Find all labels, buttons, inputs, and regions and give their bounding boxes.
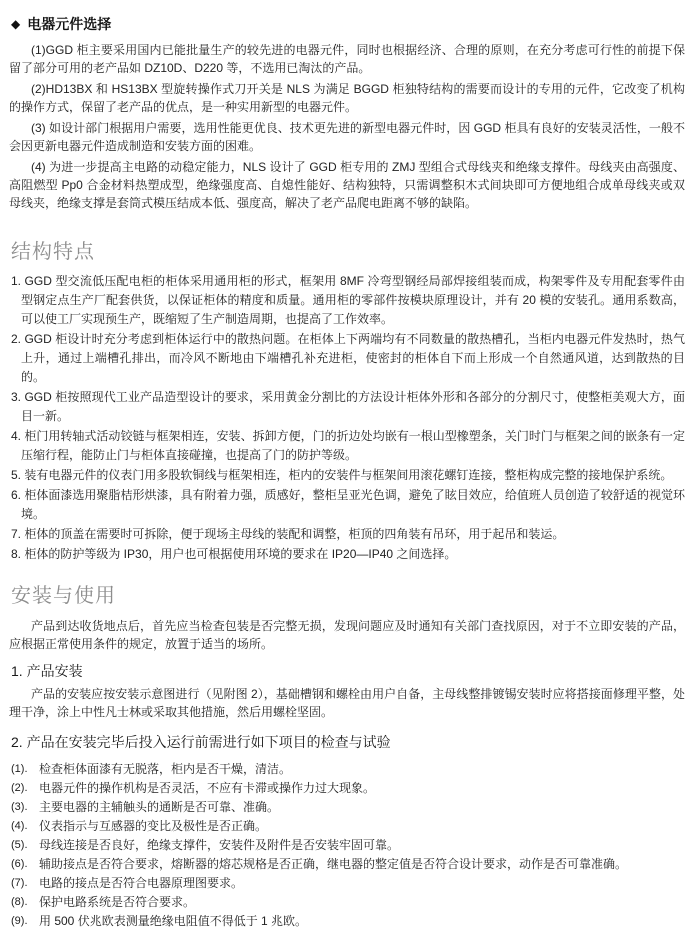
checklist-number: (7). (11, 877, 28, 889)
checklist-item (11, 855, 685, 874)
paragraph: (4) 为进一步提高主电路的动稳定能力，NLS 设计了 GGD 柜专用的 ZMJ 型组合式母线夹和绝缘支撑件。母线夹由高强度、高阻燃型 Pp0 合金材料热塑成型，绝缘强度高、自熄性能好、结构独特，只需调整积木式间块即可方便地组合成单母线夹或双母线夹，绝缘支撑是套筒式模压结成本低、强度高，解决了老产品爬电距离不够的缺陷。 (9, 160, 685, 210)
checklist-text: 检查柜体面漆有无脱落，柜内是否干燥，清洁。 (39, 762, 292, 776)
checklist-text: 仪表指示与互感器的变比及极性是否正确。 (39, 819, 268, 833)
paragraph: (2)HD13BX 和 HS13BX 型旋转操作式刀开关是 NLS 为满足 BGGD 柜独特结构的需要而设计的专用的元件，它改变了机构的操作方式，保留了老产品的优点，是一种实用新型的电器元件。 (9, 82, 685, 114)
subheading-checks-before-operation: 2. 产品在安装完毕后投入运行前需进行如下项目的检查与试验 (11, 734, 391, 750)
checklist-item (11, 817, 685, 836)
diamond-bullet-icon: ◆ (11, 17, 21, 31)
checklist-text: 电器元件的操作机构是否灵活，不应有卡滞或操作力过大现象。 (39, 781, 376, 795)
checklist-item (11, 760, 685, 779)
checklist-number: (5). (11, 839, 28, 851)
feature-item: 2. GGD 柜设计时充分考虑到柜体运行中的散热问题。在柜体上下两端均有不同数量的散热槽孔，当柜内电器元件发热时，热气上升，通过上端槽孔排出，而冷风不断地由下端槽孔补充进柜，使密封的柜体自下而上形成一个自然通风道，达到散热的目的。 (11, 332, 685, 384)
section-title-text: 电器元件选择 (27, 16, 112, 32)
subheading-product-install: 1. 产品安装 (11, 663, 83, 679)
section-heading-install-use: 安装与使用 (11, 585, 116, 607)
feature-item: 8. 柜体的防护等级为 IP30，用户也可根据使用环境的要求在 IP20—IP40 之间选择。 (11, 547, 457, 561)
paragraph: (3) 如设计部门根据用户需要，选用性能更优良、技术更先进的新型电器元件时，因 GGD 柜具有良好的安装灵活性，一般不会因更新电器元件造成制造和安装方面的困难。 (9, 121, 685, 153)
checklist-number: (8). (11, 896, 28, 908)
checklist-item (11, 912, 685, 931)
section-heading-structure-features: 结构特点 (11, 241, 95, 263)
checklist-item (11, 779, 685, 798)
checklist-text: 保护电路系统是否符合要求。 (39, 895, 196, 909)
checklist-text: 用 500 伏兆欧表测量绝缘电阻值不得低于 1 兆欧。 (39, 914, 308, 928)
feature-item: 7. 柜体的顶盖在需要时可拆除，便于现场主母线的装配和调整，柜顶的四角装有吊环，用于起吊和装运。 (11, 527, 565, 541)
checklist-number: (3). (11, 801, 28, 813)
feature-item: 4. 柜门用转轴式活动铰链与框架相连，安装、拆卸方便，门的折边处均嵌有一根山型橡塑条，关门时门与框架之间的嵌条有一定压缩行程，能防止门与柜体直接碰撞，也提高了门的防护等级。 (11, 429, 685, 462)
checklist-text: 电路的接点是否符合电器原理图要求。 (39, 876, 244, 890)
checklist-item (11, 836, 685, 855)
checklist-number: (2). (11, 782, 28, 794)
checklist-text: 辅助接点是否符合要求，熔断器的熔芯规格是否正确，继电器的整定值是否符合设计要求，动作是否可靠准确。 (39, 857, 628, 871)
install-paragraph: 产品的安装应按安装示意图进行（见附图 2），基础槽钢和螺栓由用户自备，主母线整排镀锡安装时应将搭接面修理平整，处理干净，涂上中性凡士林或采取其他措施，然后用螺栓坚固。 (9, 687, 685, 719)
feature-item: 1. GGD 型交流低压配电柜的柜体采用通用柜的形式，框架用 8MF 冷弯型钢经局部焊接组装而成，构架零件及专用配套零件由型钢定点生产厂配套供货，以保证柜体的精度和质量。通用柜的零部件按模块原理设计，并有 20 模的安装孔。通用系数高，可以使工厂实现预生产，既缩短了生产制造周期，也提高了工作效率。 (11, 274, 685, 326)
section-heading-component-selection (11, 14, 685, 34)
checklist-text: 母线连接是否良好，绝缘支撑件，安装件及附件是否安装牢固可靠。 (39, 838, 400, 852)
checklist-text: 主要电器的主辅触头的通断是否可靠、准确。 (39, 800, 280, 814)
checklist-item (11, 893, 685, 912)
checklist-item (11, 874, 685, 893)
checklist-number: (9). (11, 915, 28, 927)
checklist-number: (4). (11, 820, 28, 832)
checklist-number: (6). (11, 858, 28, 870)
feature-item: 3. GGD 柜按照现代工业产品造型设计的要求，采用黄金分割比的方法设计柜体外形和各部分的分割尺寸，使整柜美观大方，面目一新。 (11, 390, 685, 423)
feature-item: 5. 装有电器元件的仪表门用多股软铜线与框架相连，柜内的安装件与框架间用滚花螺钉连接，整柜构成完整的接地保护系统。 (11, 468, 673, 482)
checklist-number: (1). (11, 763, 28, 775)
install-intro-paragraph: 产品到达收货地点后，首先应当检查包装是否完整无损，发现问题应及时通知有关部门查找原因，对于不立即安装的产品，应根据正常使用条件的规定，放置于适当的场所。 (9, 619, 685, 651)
checklist-item (11, 798, 685, 817)
paragraph: (1)GGD 柜主要采用国内已能批量生产的较先进的电器元件，同时也根据经济、合理的原则，在充分考虑可行性的前提下保留了部分可用的老产品如 DZ10D、D220 等，不选用已淘汰的产品。 (9, 43, 685, 75)
feature-item: 6. 柜体面漆选用聚脂桔形烘漆，具有附着力强，质感好，整柜呈亚光色调，避免了眩目效应，给值班人员创造了较舒适的视觉环境。 (11, 488, 685, 521)
